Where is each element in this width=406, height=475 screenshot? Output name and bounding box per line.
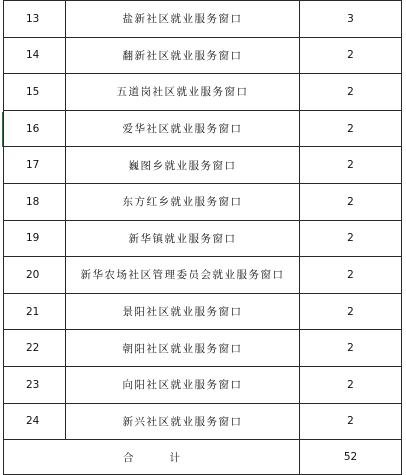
- total-row: [4, 440, 402, 475]
- row-number: 16: [4, 110, 66, 147]
- row-number: 19: [4, 220, 66, 257]
- table-row: [4, 37, 402, 74]
- window-count: 2: [300, 257, 402, 294]
- table-row: [4, 147, 402, 184]
- window-count: 3: [300, 1, 402, 38]
- window-name: 巍图乡就业服务窗口: [66, 147, 300, 184]
- total-label: 合计: [4, 440, 300, 475]
- window-count: 2: [300, 293, 402, 330]
- table-row: [4, 293, 402, 330]
- row-number: 14: [4, 37, 66, 74]
- service-window-table: [3, 0, 402, 475]
- row-number: 18: [4, 183, 66, 220]
- window-name: 翻新社区就业服务窗口: [66, 37, 300, 74]
- window-name: 五道岗社区就业服务窗口: [66, 74, 300, 111]
- row-number: 22: [4, 330, 66, 367]
- window-name: 爱华社区就业服务窗口: [66, 110, 300, 147]
- window-name: 向阳社区就业服务窗口: [66, 366, 300, 403]
- window-count: 2: [300, 110, 402, 147]
- table-row: [4, 74, 402, 111]
- row-number: 17: [4, 147, 66, 184]
- total-count: 52: [300, 440, 402, 475]
- row-number: 23: [4, 366, 66, 403]
- window-count: 2: [300, 403, 402, 440]
- table-row: [4, 257, 402, 294]
- window-name: 盐新社区就业服务窗口: [66, 1, 300, 38]
- window-count: 2: [300, 37, 402, 74]
- row-number: 15: [4, 74, 66, 111]
- window-name: 景阳社区就业服务窗口: [66, 293, 300, 330]
- table-row: [4, 110, 402, 147]
- row-number: 24: [4, 403, 66, 440]
- table-row: [4, 330, 402, 367]
- table-row: [4, 183, 402, 220]
- window-name: 新华农场社区管理委员会就业服务窗口: [66, 257, 300, 294]
- table-row: [4, 403, 402, 440]
- window-name: 新兴社区就业服务窗口: [66, 403, 300, 440]
- row-number: 13: [4, 1, 66, 38]
- table-row: [4, 1, 402, 38]
- window-count: 2: [300, 220, 402, 257]
- row-number: 21: [4, 293, 66, 330]
- window-count: 2: [300, 147, 402, 184]
- window-name: 朝阳社区就业服务窗口: [66, 330, 300, 367]
- window-count: 2: [300, 183, 402, 220]
- table-row: [4, 220, 402, 257]
- window-name: 新华镇就业服务窗口: [66, 220, 300, 257]
- window-count: 2: [300, 330, 402, 367]
- table-row: [4, 366, 402, 403]
- window-name: 东方红乡就业服务窗口: [66, 183, 300, 220]
- window-count: 2: [300, 74, 402, 111]
- row-number: 20: [4, 257, 66, 294]
- window-count: 2: [300, 366, 402, 403]
